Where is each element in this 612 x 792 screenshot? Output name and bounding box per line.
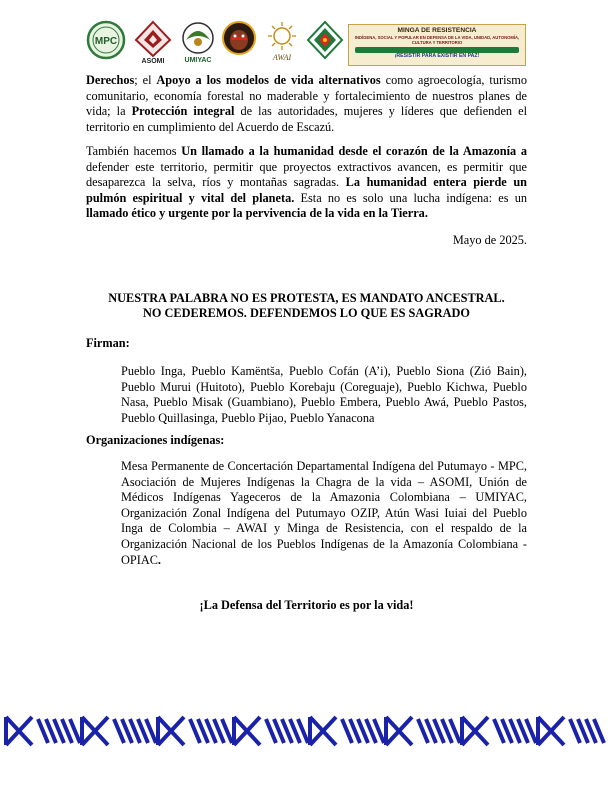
p1-text: ; el [134, 73, 157, 87]
mpc-logo [86, 20, 126, 60]
svg-text:MPC: MPC [94, 36, 118, 47]
document-date: Mayo de 2025. [452, 233, 527, 247]
p2-text: defender este territorio, permitir que proyectos extractivos avancen, es permitir que desaparezca la selva, ríos y montañas sagradas. [86, 159, 527, 190]
peoples-list: Pueblo Inga, Pueblo Kamëntša, Pueblo Cofán (A’i), Pueblo Siona (Zió Bain), Pueblo Murui (Huitoto), Pueblo Korebaju (Coreguaje), Pueblo Kichwa, Pueblo Nasa, Pueblo Misak (Guambiano), Pueblo Embera, Pueblo Awá, Pueblo Pastos, Pueblo Quillasinga, Pueblo Pijao, Pueblo Yanacona [121, 364, 527, 425]
motto-line-1: NUESTRA PALABRA NO ES PROTESTA, ES MANDATO ANCESTRAL. [108, 291, 505, 305]
paragraph-rights [86, 73, 527, 135]
svg-text:UMIYAC: UMIYAC [184, 57, 212, 64]
paragraph-call-to-humanity [86, 144, 527, 222]
footer-pattern-svg [0, 713, 612, 749]
footer-diamond-motif [232, 717, 260, 745]
footer-pattern [0, 713, 612, 749]
p2-bold-llamado: Un llamado a la humanidad desde el corazón de la Amazonía a [181, 144, 527, 158]
footer-diamond-motif [308, 717, 336, 745]
footer-diamond-motif [4, 717, 32, 745]
orgs-list [121, 459, 527, 568]
banner-subtitle: INDÍGENA, SOCIAL Y POPULAR EN DEFENSA DE LA VIDA, UNIDAD, AUTONOMÍA, CULTURA Y TERRITORIO [354, 35, 520, 45]
p1-bold-apoyo: Apoyo a los modelos de vida alternativos [156, 73, 381, 87]
p2-text: También hacemos [86, 144, 182, 158]
asomi-logo [132, 20, 174, 64]
header-logos [86, 20, 526, 72]
p2-bold-llamado-etico: llamado ético y urgente por la pervivencia de la vida en la Tierra. [86, 206, 428, 221]
ozip-star-logo [306, 20, 344, 60]
motto-line-2: NO CEDEREMOS. DEFENDEMOS LO QUE ES SAGRADO [143, 306, 470, 320]
footer-diamond-motif [80, 717, 108, 745]
p1-bold-derechos: Derechos [86, 73, 135, 87]
p1-text: de las autoridades, mujeres y líderes que defienden el territorio en cumplimiento del Acuerdo de Escazú. [86, 104, 527, 134]
closing-slogan: ¡La Defensa del Territorio es por la vida! [199, 598, 414, 612]
minga-banner [348, 24, 526, 66]
orgs-text: Mesa Permanente de Concertación Departamental Indígena del Putumayo - MPC, Asociación de Mujeres Indígenas la Chagra de la vida – ASOMI, Unión de Médicos Indígenas Yageceros de la Amazonia Colombiana – UMIYAC, Organización Zonal Indígena del Putumayo OZIP, Atún Wasi Iuiai del Pueblo Inga de Colombia – AWAI y Minga de Resistencia, con el respaldo de la Organización Nacional de los Pueblos Indígenas de la Amazonía Colombiana - OPIAC [121, 459, 527, 567]
footer-diamond-motif [536, 717, 564, 745]
svg-text:AWAI: AWAI [272, 53, 292, 62]
p1-bold-proteccion: Protección integral [131, 104, 235, 119]
banner-slogan: ¡RESISTIR PARA EXISTIR EN PAZ! [394, 53, 480, 59]
p2-bold-humanidad: La humanidad entera pierde un pulmón espiritual y vital del planeta. [86, 175, 528, 205]
orgs-end: . [157, 552, 161, 567]
awai-logo [264, 20, 300, 62]
signers-label: Firman: [86, 336, 130, 350]
footer-diamond-motif [156, 717, 184, 745]
umiyac-logo [178, 20, 218, 64]
face-emblem-logo [222, 20, 256, 58]
orgs-label: Organizaciones indígenas: [86, 433, 225, 447]
p1-text: como agroecología, turismo comunitario, economía forestal no maderable y fortalecimiento de nuestros planes de vida; la [86, 73, 527, 119]
svg-text:ASOMI: ASOMI [141, 58, 165, 64]
p2-text: Esta no es solo una lucha indígena: es un [294, 190, 527, 205]
footer-diamond-motif [384, 717, 412, 745]
banner-title: MINGA DE RESISTENCIA [397, 27, 477, 34]
footer-diamond-motif [460, 717, 488, 745]
